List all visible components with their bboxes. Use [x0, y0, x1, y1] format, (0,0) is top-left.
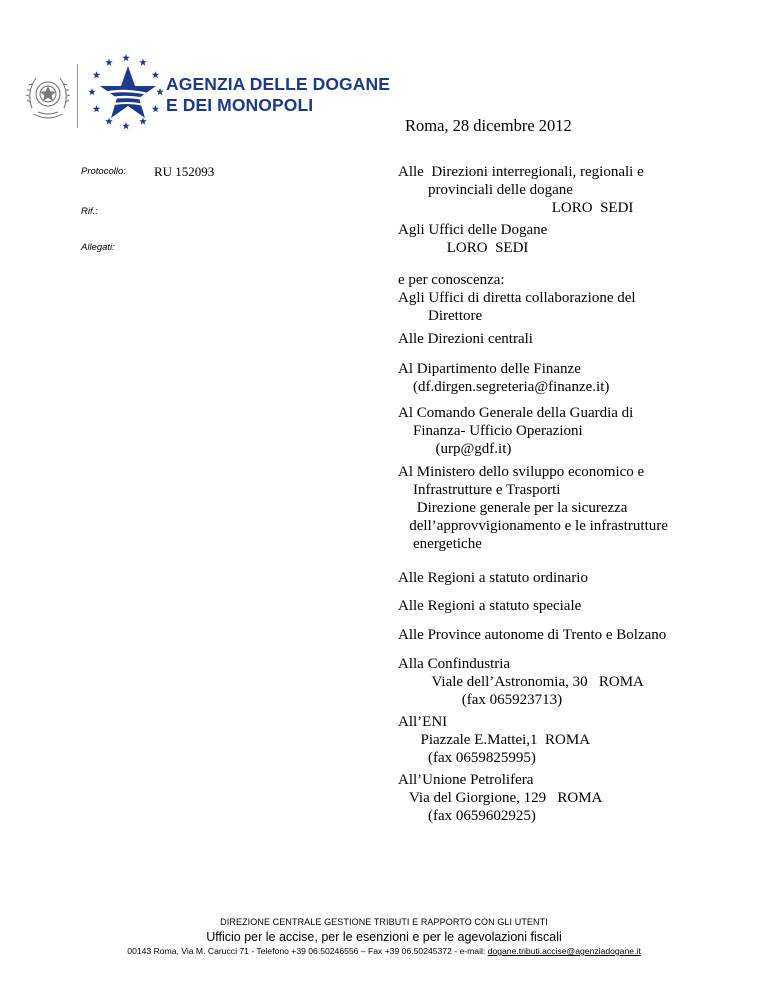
recipient-line: Alle Regioni a statuto ordinario [398, 570, 588, 586]
agency-name-line2: E DEI MONOPOLI [166, 95, 314, 115]
recipient-line: e per conoscenza: [398, 272, 505, 288]
logo-small-star [105, 59, 113, 66]
logo-small-star [105, 117, 113, 124]
logo-small-star [122, 122, 130, 129]
recipient-line: All’Unione Petrolifera [398, 772, 534, 788]
recipient-block [398, 771, 602, 825]
recipient-line: LORO SEDI [398, 240, 529, 256]
recipient-block [398, 330, 533, 348]
recipient-line: Direttore [398, 308, 483, 324]
recipient-line: Agli Uffici di diretta collaborazione del [398, 290, 636, 306]
rif-label: Rif.: [81, 206, 98, 217]
allegati-label: Allegati: [81, 242, 115, 253]
recipient-block [398, 713, 590, 767]
recipient-line: LORO SEDI [398, 200, 634, 216]
recipient-line: All’ENI [398, 714, 448, 730]
recipient-block [398, 463, 668, 553]
footer-contact [0, 946, 768, 956]
logo-small-star [156, 88, 164, 95]
recipient-line: Finanza- Ufficio Operazioni [398, 423, 583, 439]
recipient-line: energetiche [398, 536, 482, 552]
footer-directorate: DIREZIONE CENTRALE GESTIONE TRIBUTI E RAPPORTO CON GLI UTENTI [220, 917, 548, 927]
protocollo-value: RU 152093 [154, 164, 215, 179]
logo-small-star [139, 117, 147, 124]
recipient-line: (fax 0659602925) [398, 808, 536, 824]
recipient-line: (urp@gdf.it) [398, 441, 512, 457]
recipient-line: Alle Direzioni interregionali, regionali e [398, 164, 644, 180]
agency-name-line1: AGENZIA DELLE DOGANE [166, 74, 390, 94]
recipient-block [398, 221, 547, 257]
logo-small-star [88, 88, 96, 95]
footer-office: Ufficio per le accise, per le esenzioni e per le agevolazioni fiscali [206, 930, 562, 944]
recipient-block [398, 360, 609, 396]
recipient-line: Infrastrutture e Trasporti [398, 482, 561, 498]
recipient-line: Via del Giorgione, 129 ROMA [398, 790, 603, 806]
footer-email-link[interactable]: dogane.tributi.accise@agenziadogane.it [487, 946, 641, 956]
recipient-line: Viale dell’Astronomia, 30 ROMA [398, 674, 644, 690]
recipient-line: Agli Uffici delle Dogane [398, 222, 548, 238]
logo-small-star [93, 105, 101, 112]
recipient-block [398, 271, 636, 325]
letter-date: Roma, 28 dicembre 2012 [405, 116, 572, 135]
recipient-block [398, 626, 666, 644]
recipient-line: dell’approvvigionamento e le infrastrutture [398, 518, 668, 534]
recipient-line: Direzione generale per la sicurezza [398, 500, 628, 516]
recipient-block [398, 655, 644, 709]
recipient-line: (fax 0659825995) [398, 750, 536, 766]
recipient-line: Alle Province autonome di Trento e Bolzano [398, 627, 667, 643]
recipient-line: (fax 065923713) [398, 692, 563, 708]
recipient-line: provinciali delle dogane [398, 182, 573, 198]
recipient-line: Al Dipartimento delle Finanze [398, 361, 581, 377]
recipient-block [398, 163, 644, 217]
star-ring-logo-icon [82, 52, 170, 136]
recipient-block [398, 404, 633, 458]
recipient-line: Al Ministero dello sviluppo economico e [398, 464, 645, 480]
logo-small-star [139, 59, 147, 66]
agency-name [166, 74, 390, 116]
recipient-line: Alle Direzioni centrali [398, 331, 533, 347]
logo-small-star [152, 71, 160, 78]
logo-small-star [122, 54, 130, 61]
logo-small-star [93, 71, 101, 78]
italian-republic-emblem-icon [24, 68, 72, 124]
recipient-block [398, 597, 581, 615]
recipient-line: Al Comando Generale della Guardia di [398, 405, 634, 421]
recipient-line: Piazzale E.Mattei,1 ROMA [398, 732, 591, 748]
logo-small-star [152, 105, 160, 112]
recipient-line: Alle Regioni a statuto speciale [398, 598, 582, 614]
divider-line [77, 64, 78, 128]
recipient-line: Alla Confindustria [398, 656, 511, 672]
protocollo-label: Protocollo: [81, 166, 126, 177]
recipient-block [398, 569, 588, 587]
footer-address: 00143 Roma, Via M. Carucci 71 - Telefono +39 06.50246556 – Fax +39 06.50245372 - e-mail: [127, 946, 488, 956]
recipient-line: (df.dirgen.segreteria@finanze.it) [398, 379, 610, 395]
